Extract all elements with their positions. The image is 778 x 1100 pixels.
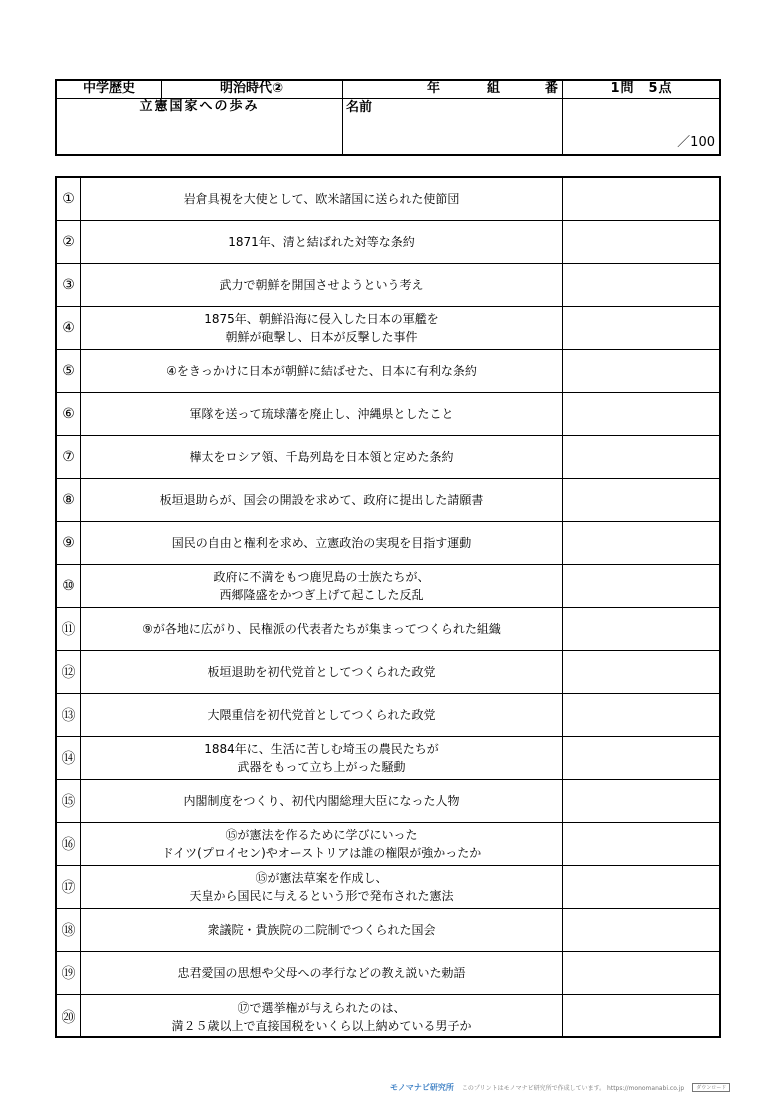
answer-cell[interactable]	[563, 221, 719, 263]
question-text: ⑰で選挙権が与えられたのは、 満２５歳以上で直接国税をいくら以上納めている男子か	[81, 995, 563, 1038]
question-row	[57, 436, 719, 479]
question-text: 樺太をロシア領、千島列島を日本領と定めた条約	[81, 436, 563, 478]
footer-brand: モノマナビ研究所	[390, 1082, 454, 1092]
question-number: ⑥	[57, 393, 81, 435]
question-row	[57, 737, 719, 780]
year-label: 年	[427, 81, 441, 96]
answer-cell[interactable]	[563, 307, 719, 349]
question-row	[57, 780, 719, 823]
answer-cell[interactable]	[563, 436, 719, 478]
question-row	[57, 909, 719, 952]
question-number: ⑩	[57, 565, 81, 607]
question-row	[57, 522, 719, 565]
answer-cell[interactable]	[563, 608, 719, 650]
number-label: 番	[545, 81, 559, 96]
question-number: ①	[57, 178, 81, 220]
question-number: ⑮	[57, 780, 81, 822]
answer-cell[interactable]	[563, 780, 719, 822]
question-text: 武力で朝鮮を開国させようという考え	[81, 264, 563, 306]
answer-cell[interactable]	[563, 995, 719, 1038]
answer-cell[interactable]	[563, 694, 719, 736]
question-text: 内閣制度をつくり、初代内閣総理大臣になった人物	[81, 780, 563, 822]
subject-label: 中学歴史	[82, 81, 135, 96]
unit-label: 明治時代②	[219, 81, 283, 96]
question-text: 軍隊を送って琉球藩を廃止し、沖縄県としたこと	[81, 393, 563, 435]
question-number: ②	[57, 221, 81, 263]
question-text: 1884年に、生活に苦しむ埼玉の農民たちが 武器をもって立ち上がった騒動	[81, 737, 563, 779]
question-row	[57, 694, 719, 737]
question-number: ⑲	[57, 952, 81, 994]
question-row	[57, 952, 719, 995]
question-row	[57, 995, 719, 1038]
question-number: ⑦	[57, 436, 81, 478]
class-label: 組	[487, 81, 501, 96]
answer-cell[interactable]	[563, 866, 719, 908]
question-number: ⑧	[57, 479, 81, 521]
answer-cell[interactable]	[563, 909, 719, 951]
answer-cell[interactable]	[563, 565, 719, 607]
question-number: ⑪	[57, 608, 81, 650]
question-number: ④	[57, 307, 81, 349]
footer-text: このプリントはモノマナビ研究所で作成しています。 https://monomanabi.co.jp	[461, 1084, 685, 1092]
answer-cell[interactable]	[563, 178, 719, 220]
question-text: 大隈重信を初代党首としてつくられた政党	[81, 694, 563, 736]
question-text: 衆議院・貴族院の二院制でつくられた国会	[81, 909, 563, 951]
download-badge: ダウンロード	[692, 1083, 730, 1092]
question-text: 忠君愛国の思想や父母への孝行などの教え説いた勅語	[81, 952, 563, 994]
question-number: ⑫	[57, 651, 81, 693]
question-row	[57, 866, 719, 909]
question-row	[57, 393, 719, 436]
question-text: 国民の自由と権利を求め、立憲政治の実現を目指す運動	[81, 522, 563, 564]
score-total: ／100	[677, 135, 715, 150]
header-box	[55, 79, 721, 156]
question-text: 板垣退助らが、国会の開設を求めて、政府に提出した請願書	[81, 479, 563, 521]
name-label: 名前	[346, 100, 373, 115]
question-row	[57, 608, 719, 651]
question-number: ⑱	[57, 909, 81, 951]
answer-cell[interactable]	[563, 823, 719, 865]
points-label: 1問 5点	[610, 81, 673, 96]
question-row	[57, 479, 719, 522]
question-text: 岩倉具視を大使として、欧米諸国に送られた使節団	[81, 178, 563, 220]
question-text: ⑨が各地に広がり、民権派の代表者たちが集まってつくられた組織	[81, 608, 563, 650]
answer-cell[interactable]	[563, 522, 719, 564]
answer-cell[interactable]	[563, 264, 719, 306]
question-row	[57, 307, 719, 350]
question-row	[57, 264, 719, 307]
question-table	[55, 176, 721, 1038]
question-text: 政府に不満をもつ鹿児島の士族たちが、 西郷隆盛をかつぎ上げて起こした反乱	[81, 565, 563, 607]
page-title: 立憲国家への歩み	[139, 99, 260, 114]
question-number: ⑳	[57, 995, 81, 1038]
answer-cell[interactable]	[563, 350, 719, 392]
divider	[342, 81, 343, 154]
answer-cell[interactable]	[563, 952, 719, 994]
answer-cell[interactable]	[563, 651, 719, 693]
question-text: ⑮が憲法を作るために学びにいった ドイツ(プロイセン)やオーストリアは誰の権限が強かったか	[81, 823, 563, 865]
question-number: ⑰	[57, 866, 81, 908]
question-row	[57, 221, 719, 264]
question-row	[57, 823, 719, 866]
question-number: ⑯	[57, 823, 81, 865]
question-number: ③	[57, 264, 81, 306]
footer	[390, 1080, 750, 1094]
question-text: 板垣退助を初代党首としてつくられた政党	[81, 651, 563, 693]
question-row	[57, 178, 719, 221]
question-number: ⑬	[57, 694, 81, 736]
answer-cell[interactable]	[563, 479, 719, 521]
question-number: ⑨	[57, 522, 81, 564]
question-text: ⑮が憲法草案を作成し、 天皇から国民に与えるという形で発布された憲法	[81, 866, 563, 908]
answer-cell[interactable]	[563, 737, 719, 779]
question-row	[57, 350, 719, 393]
question-number: ⑭	[57, 737, 81, 779]
question-row	[57, 651, 719, 694]
question-number: ⑤	[57, 350, 81, 392]
question-text: ④をきっかけに日本が朝鮮に結ばせた、日本に有利な条約	[81, 350, 563, 392]
answer-cell[interactable]	[563, 393, 719, 435]
question-text: 1871年、清と結ばれた対等な条約	[81, 221, 563, 263]
question-text: 1875年、朝鮮沿海に侵入した日本の軍艦を 朝鮮が砲撃し、日本が反撃した事件	[81, 307, 563, 349]
question-row	[57, 565, 719, 608]
